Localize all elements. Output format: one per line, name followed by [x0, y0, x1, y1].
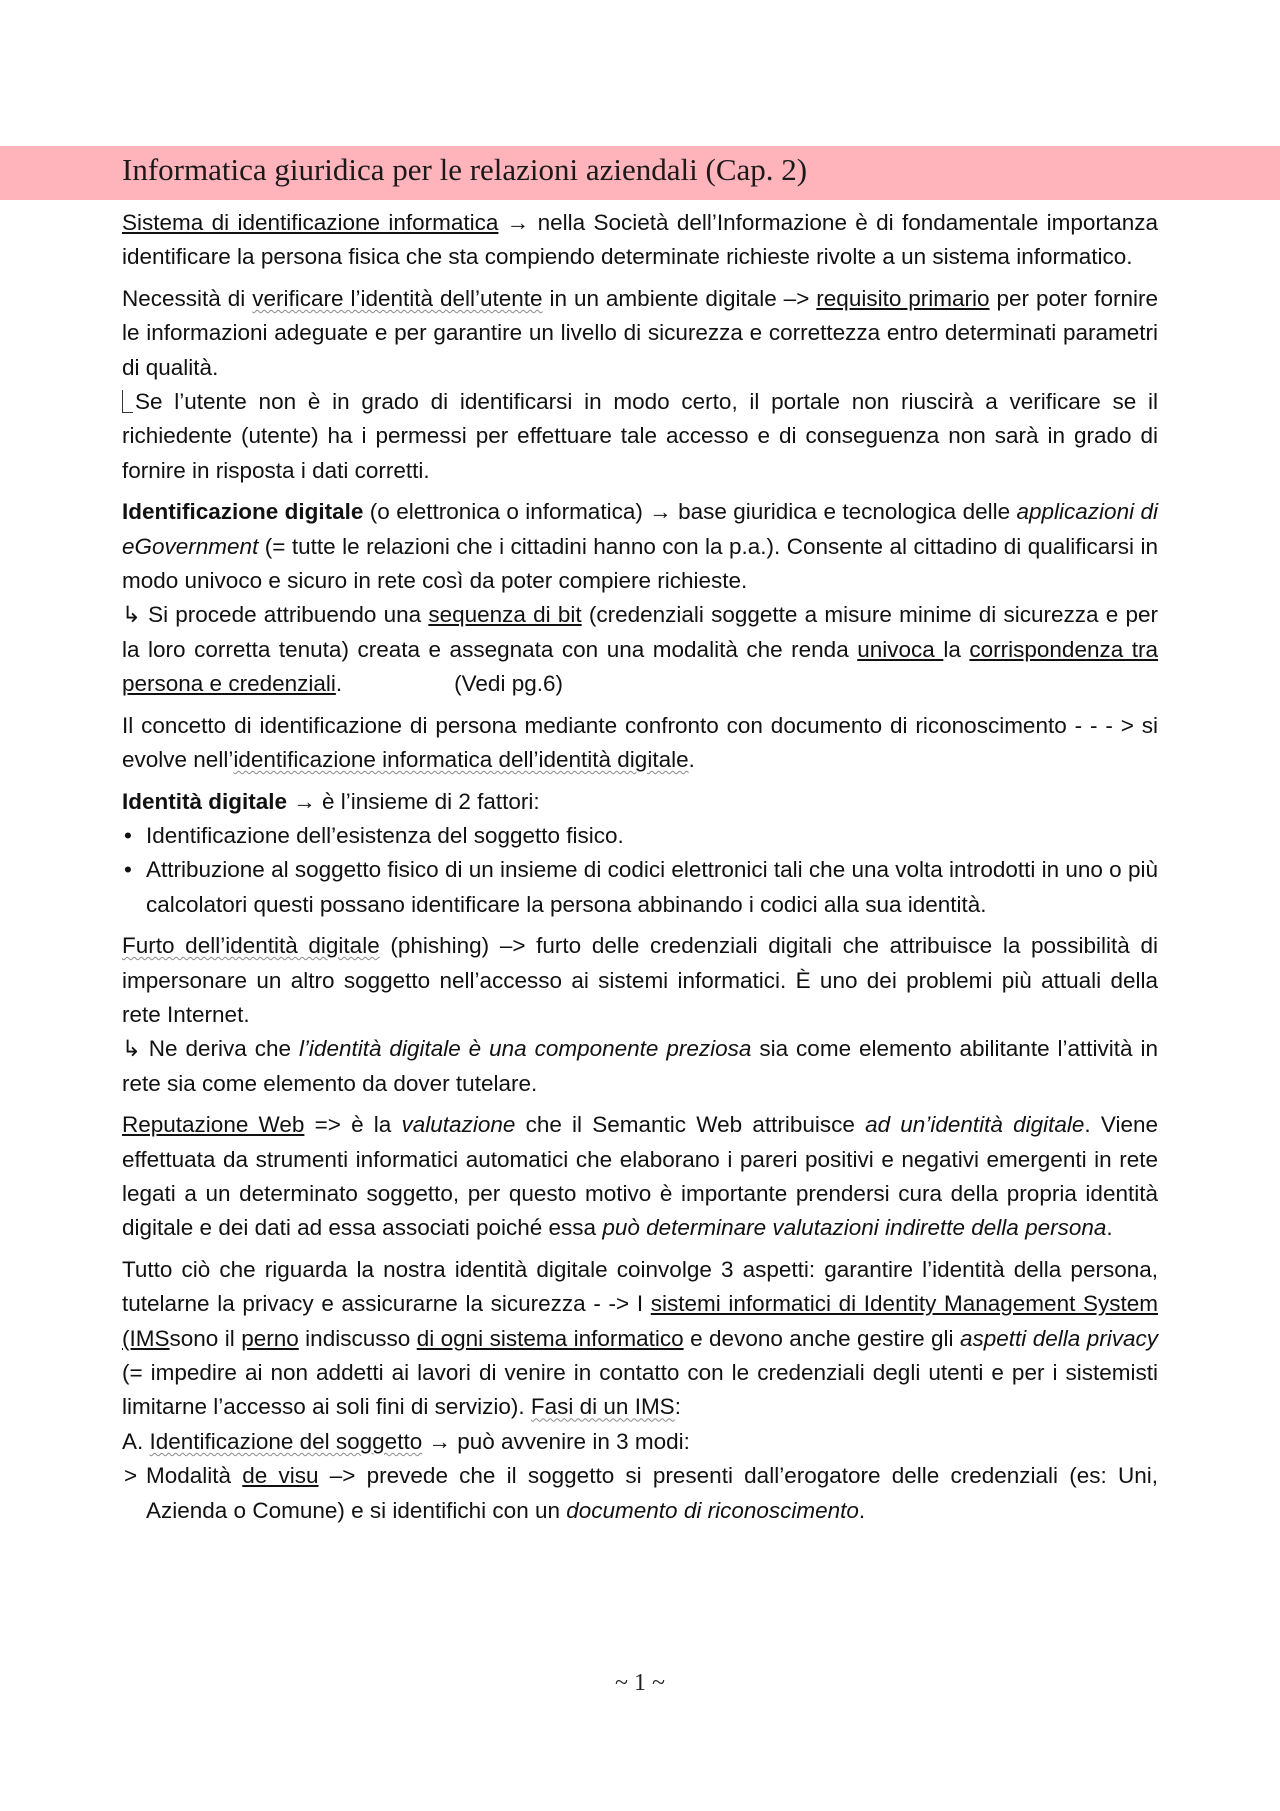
term-subject-identification: Identificazione del soggetto — [149, 1428, 423, 1454]
term-correspondence: corrispondenza tra persona e credenziali — [122, 636, 1159, 697]
term-digital-identification: Identificazione digitale — [122, 499, 364, 525]
list-item-de-visu: > Modalità de visu –> prevede che il soggetto si presenti dall’erogatore delle credenziali (es: Uni, Azienda o Comune) e si identifichi con un documento di riconoscimento. — [122, 1459, 1158, 1528]
page-reference: (Vedi pg.6) — [454, 671, 563, 697]
corner-mark-icon — [122, 390, 133, 413]
paragraph-identity-theft: Furto dell’identità digitale (phishing) –> furto delle credenziali digitali che attribuisce la possibilità di impersonare un altro soggetto nell’accesso ai sistemi informatici. È uno dei problemi più attuali della rete Internet. — [122, 933, 1158, 1027]
paragraph-ims: Tutto ciò che riguarda la nostra identità digitale coinvolge 3 aspetti: garantire l’identità della persona, tutelarne la privacy e assicurarne la sicurezza - -> I sistemi informatici di Identity Management System (IMSsono il perno indiscusso di ogni sistema informatico e devono anche gestire gli aspetti della privacy (= impedire ai non addetti ai lavori di venire in contatto con le credenziali degli utenti e per i sistemisti limitarne l’accesso ai soli fini di servizio). Fasi di un IMS: — [122, 1256, 1159, 1420]
paragraph-digital-identity: Identità digitale → è l’insieme di 2 fattori: — [122, 788, 540, 814]
paragraph-subject-identification: A. Identificazione del soggetto → può avvenire in 3 modi: — [122, 1428, 690, 1454]
term-identification-system: Sistema di identificazione informatica — [122, 210, 499, 235]
term-ims: sistemi informatici di Identity Management System (IMS — [122, 1291, 1159, 1351]
page-title: Informatica giuridica per le relazioni aziendali (Cap. 2) — [122, 152, 808, 187]
term-de-visu: de visu — [242, 1463, 319, 1489]
term-informatic-identification: identificazione informatica dell’identità digitale — [233, 747, 689, 773]
list-item: • Identificazione dell’esistenza del soggetto fisico. — [122, 819, 1158, 853]
paragraph-user-cannot-identify: Se l’utente non è in grado di identificarsi in modo certo, il portale non riuscirà a verificare se il richiedente (utente) ha i permessi per effettuare tale accesso e di conseguenza non sarà in grado di fornire in risposta i dati corretti. — [122, 389, 1158, 483]
document-body — [122, 206, 1158, 1528]
arrow-icon: → — [293, 788, 316, 814]
paragraph-bit-sequence: ↳ Si procede attribuendo una sequenza di bit (credenziali soggette a misure minime di sicurezza e per la loro corretta tenuta) creata e assegnata con una modalità che renda univoca la corrispondenza tra persona e credenziali. (Vedi pg.6) — [122, 602, 1159, 697]
paragraph-identification-concept: Il concetto di identificazione di persona mediante confronto con documento di riconoscimento - - - > si evolve nell’identificazione informatica dell’identità digitale. — [122, 712, 1158, 773]
paragraph-precious-component: ↳ Ne deriva che l’identità digitale è una componente preziosa sia come elemento abilitante l’attività in rete sia come elemento da dover tutelare. — [122, 1036, 1158, 1096]
term-ims-phases: Fasi di un IMS — [530, 1394, 675, 1420]
bullet-icon: • — [124, 857, 132, 883]
arrow-icon: → — [506, 210, 530, 235]
term-precious-component: l’identità digitale è una componente preziosa — [298, 1036, 752, 1062]
return-arrow-icon: ↳ — [122, 1036, 141, 1062]
term-perno: perno — [241, 1325, 299, 1351]
term-digital-identity: Identità digitale — [122, 788, 288, 814]
bullet-icon: • — [124, 822, 132, 848]
chevron-right-icon: > — [124, 1463, 138, 1489]
term-every-system: di ogni sistema informatico — [416, 1325, 684, 1351]
arrow-icon: → — [428, 1428, 451, 1454]
list-item: • Attribuzione al soggetto fisico di un insieme di codici elettronici tali che una volta introdotti in uno o più calcolatori questi possano identificare la persona abbinando i codici alla sua identità. — [122, 853, 1158, 922]
arrow-icon: → — [649, 499, 672, 525]
term-bit-sequence: sequenza di bit — [428, 602, 582, 628]
page-number: ~ 1 ~ — [615, 1670, 665, 1696]
term-privacy-aspects: aspetti della privacy — [960, 1325, 1158, 1351]
term-web-reputation: Reputazione Web — [122, 1112, 305, 1138]
term-egovernment: applicazioni di eGovernment — [122, 499, 1158, 559]
term-verify-identity: verificare l’identità dell’utente — [252, 285, 543, 311]
paragraph-web-reputation: Reputazione Web => è la valutazione che il Semantic Web attribuisce ad un’identità digitale. Viene effettuata da strumenti informatici automatici che elaborano i pareri positivi e negativi emergenti in rete legati a un determinato soggetto, per questo motivo è importante prendersi cura della propria identità digitale e dei dati ad essa associati poiché essa può determinare valutazioni indirette della persona. — [122, 1112, 1158, 1241]
return-arrow-icon: ↳ — [122, 602, 141, 628]
term-identity-theft: Furto dell’identità digitale — [122, 933, 380, 959]
term-univocal: univoca — [857, 636, 944, 662]
paragraph-digital-identification: Identificazione digitale (o elettronica o informatica) → base giuridica e tecnologica delle applicazioni di eGovernment (= tutte le relazioni che i cittadini hanno con la p.a.). Consente al cittadino di qualificarsi in modo univoco e sicuro in rete così da poter compiere richieste. — [122, 499, 1158, 594]
paragraph-identification-system: Sistema di identificazione informatica → nella Società dell’Informazione è di fondamentale importanza identificare la persona fisica che sta compiendo determinate richieste rivolte a un sistema informatico. — [122, 210, 1158, 270]
paragraph-identity-verification: Necessità di verificare l’identità dell’utente in un ambiente digitale –> requisito primario per poter fornire le informazioni adeguate e per garantire un livello di sicurezza e correttezza entro determinati parametri di qualità. — [122, 285, 1158, 380]
term-primary-requirement: requisito primario — [816, 285, 990, 311]
